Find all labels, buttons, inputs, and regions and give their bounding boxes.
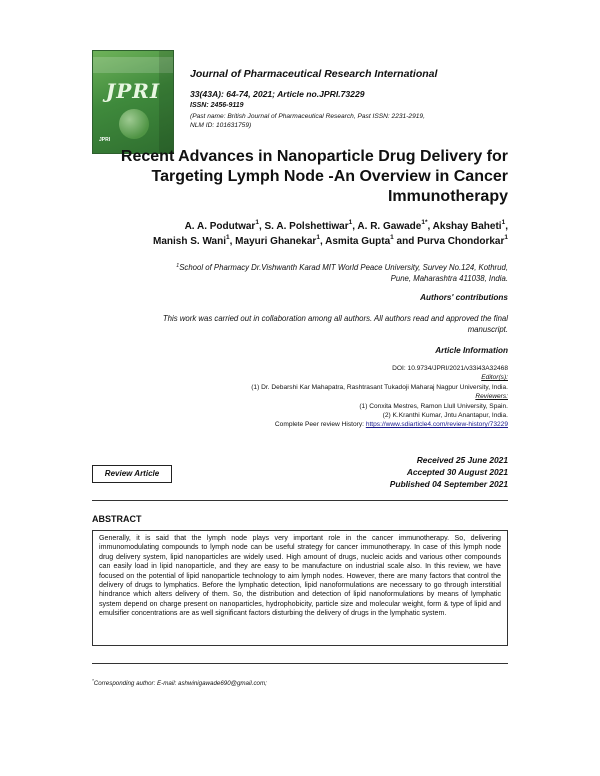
cover-logo: JPRI <box>105 79 161 103</box>
author-sup: 1 <box>501 219 506 226</box>
abstract-heading: ABSTRACT <box>92 514 142 524</box>
journal-name: Journal of Pharmaceutical Research International <box>190 68 438 80</box>
paper-title <box>88 147 508 207</box>
cover-spine-shade <box>159 51 173 153</box>
abstract-text: Generally, it is said that the lymph node plays very important role in the cancer immunotherapy. So, delivering immunomodulating compounds to lymph node can be useful strategy for cancer immunotherapy. In case of this lymph node drug delivery system, lipid nanoparticles are widely used. High amount of drugs, nucleic acids and various other compounds can easily load in lipid nanoparticle, and they are easy to be manufacture on industrial scale also. In this review, we have focused on the potential of lipid nanoparticle technology to aim lymph nodes. However, there are many factors that control the delivery of drugs to lymphatics. Before the lymphatic detection, lipid nanoformulations are necessary to go through interstitial hindrance which alters delivery of them. So, the distribution and detection of lipid nanoformulations by means of lymphatic system depend on charge present on nanoparticles, hydrophobicity, particle size and molecular weight, form & type of lipid and emulsifier concentrations are as well significant factors disturbing the delivery of drugs in the lymphatic system. <box>92 530 508 646</box>
author-name: Manish S. Wani <box>153 236 226 247</box>
authors-contributions-heading: Authors' contributions <box>420 293 508 302</box>
author-sup: 1 <box>225 234 230 241</box>
doi: DOI: 10.9734/JPRI/2021/v33i43A32468 <box>392 365 508 372</box>
title-line-1: Recent Advances in Nanoparticle Drug Delivery for <box>120 148 508 165</box>
author-sup: 1 <box>348 219 353 226</box>
published-date: Published 04 September 2021 <box>389 479 508 489</box>
publication-dates <box>308 454 508 490</box>
contributions-line-2: manuscript. <box>467 325 508 334</box>
editor-label <box>88 373 508 382</box>
author-sep: , <box>229 236 236 247</box>
author-sep: , <box>258 221 265 232</box>
article-information-heading: Article Information <box>435 346 508 355</box>
author-sep: , <box>505 221 508 232</box>
author-name: S. A. Polshettiwar <box>264 221 349 232</box>
cover-code: JPRI <box>99 137 111 143</box>
divider-top <box>92 500 508 501</box>
author-sep: and <box>393 236 418 247</box>
footnote-sup: * <box>92 678 94 683</box>
author-sup: 1 <box>390 234 394 241</box>
accepted-date: Accepted 30 August 2021 <box>406 467 508 477</box>
author-line-2 <box>78 234 508 249</box>
review-history-label: Complete Peer review History: <box>274 421 366 429</box>
issn: ISSN: 2456-9119 <box>190 102 244 109</box>
affiliation-sup: 1 <box>176 263 180 269</box>
article-information-block <box>88 364 508 430</box>
corresponding-author-footnote <box>92 678 267 687</box>
author-sup: 1 <box>504 234 508 241</box>
author-name: A. A. Podutwar <box>184 221 256 232</box>
journal-cover-image <box>92 50 174 154</box>
review-history-link[interactable]: https://www.sdiarticle4.com/review-history/73229 <box>365 421 508 429</box>
affiliation-line-1 <box>128 262 508 273</box>
past-name-line-1: (Past name: British Journal of Pharmaceutical Research, Past ISSN: 2231-2919, <box>190 113 425 120</box>
author-line-1 <box>78 219 508 234</box>
review-history <box>88 420 508 429</box>
author-name: Purva Chondorkar <box>417 236 505 247</box>
author-name: Akshay Baheti <box>432 221 502 232</box>
title-line-3: Immunotherapy <box>387 188 508 205</box>
author-name: Mayuri Ghanekar <box>235 236 317 247</box>
author-sep: , <box>427 221 433 232</box>
affiliation <box>128 262 508 284</box>
author-sep: , <box>352 221 358 232</box>
affiliation-text-1: School of Pharmacy Dr.Vishwanth Karad MIT World Peace University, Survey No.124, Kothrud, <box>179 263 508 272</box>
received-date: Received 25 June 2021 <box>416 455 508 465</box>
author-sup: 1 <box>255 219 259 226</box>
contributions-line-1: This work was carried out in collaboration among all authors. All authors read and approved the final <box>162 314 508 323</box>
author-list <box>78 219 508 249</box>
author-sup: 1 <box>316 234 320 241</box>
author-name: Asmita Gupta <box>325 236 391 247</box>
reviewers-label <box>88 392 508 401</box>
past-name-line-2: NLM ID: 101631759) <box>190 122 252 129</box>
affiliation-line-2: Pune, Maharashtra 411038, India. <box>390 274 508 283</box>
editor-label-text: Editor(s): <box>481 374 508 382</box>
footnote-text: Corresponding author: E-mail: ashwinigawade690@gmail.com; <box>93 680 267 688</box>
author-name: A. R. Gawade <box>357 221 422 232</box>
cover-globe-graphic <box>119 109 149 139</box>
title-line-2: Targeting Lymph Node -An Overview in Cancer <box>151 168 508 185</box>
editor: (1) Dr. Debarshi Kar Mahapatra, Rashtrasant Tukadoji Maharaj Nagpur University, India. <box>251 383 508 391</box>
author-sup: 1* <box>421 219 428 226</box>
author-sep: , <box>319 236 326 247</box>
reviewers-label-text: Reviewers: <box>475 393 508 401</box>
article-citation: 33(43A): 64-74, 2021; Article no.JPRI.73229 <box>190 89 365 99</box>
authors-contributions-text <box>88 313 508 335</box>
divider-bottom <box>92 663 508 664</box>
reviewer-2: (2) K.Kranthi Kumar, Jntu Anantapur, India. <box>382 412 508 420</box>
reviewer-1: (1) Conxita Mestres, Ramon Llull University, Spain. <box>359 402 508 410</box>
article-type-badge: Review Article <box>92 465 172 483</box>
past-name-note <box>190 112 490 130</box>
